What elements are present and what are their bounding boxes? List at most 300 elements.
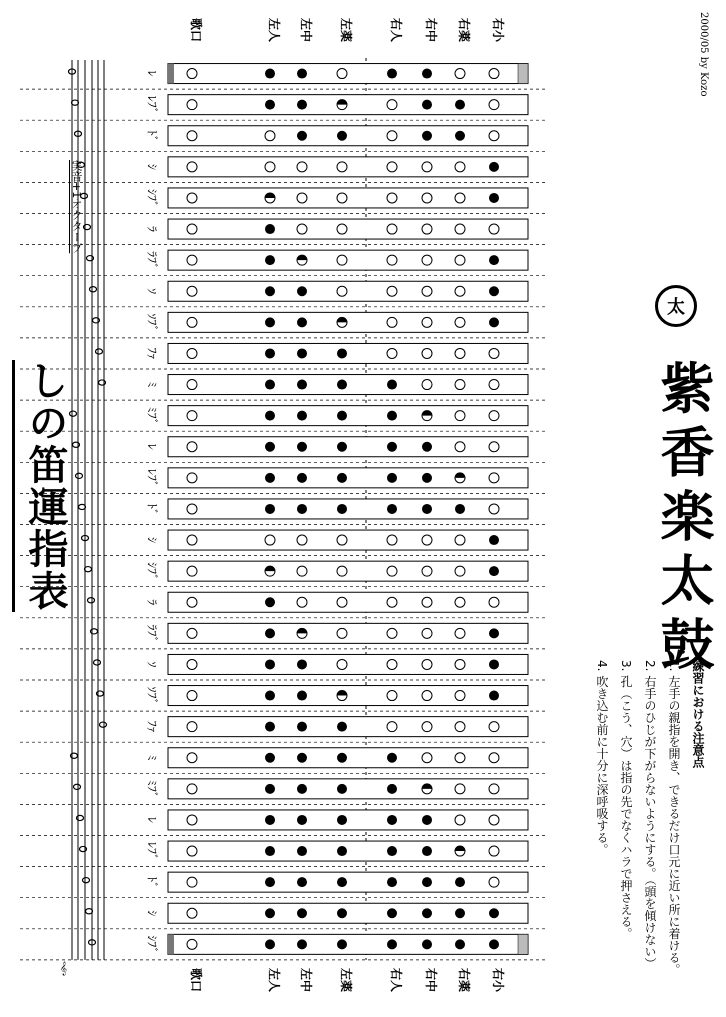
hole-open-icon xyxy=(187,69,197,79)
flute-tube xyxy=(168,437,528,457)
note-head-icon xyxy=(96,349,103,354)
hole-closed-icon xyxy=(297,659,307,669)
flute-tube xyxy=(168,717,528,737)
hole-open-icon xyxy=(265,131,275,141)
hole-open-icon xyxy=(489,846,499,856)
hole-closed-icon xyxy=(337,722,347,732)
hole-closed-icon xyxy=(265,442,275,452)
hole-open-icon xyxy=(455,286,465,296)
hole-open-icon xyxy=(387,348,397,358)
hole-closed-icon xyxy=(422,442,432,452)
hole-closed-icon xyxy=(265,286,275,296)
note-name: ﾄﾞ xyxy=(145,876,159,889)
flute-tube xyxy=(168,126,528,146)
hole-closed-icon xyxy=(387,69,397,79)
hole-open-icon xyxy=(489,504,499,514)
hole-label: 左中 xyxy=(299,967,313,993)
hole-closed-icon xyxy=(387,504,397,514)
hole-open-icon xyxy=(489,753,499,763)
hole-closed-icon xyxy=(455,100,465,110)
hole-closed-icon xyxy=(265,473,275,483)
flute-tube xyxy=(168,343,528,363)
hole-closed-icon xyxy=(265,411,275,421)
hole-open-icon xyxy=(422,380,432,390)
hole-closed-icon xyxy=(265,722,275,732)
hole-open-icon xyxy=(489,380,499,390)
hole-closed-icon xyxy=(337,908,347,918)
hole-open-icon xyxy=(337,535,347,545)
hole-open-icon xyxy=(187,504,197,514)
note-head-icon xyxy=(86,909,93,914)
note-head-icon xyxy=(70,411,77,416)
hole-closed-icon xyxy=(489,162,499,172)
hole-open-icon xyxy=(455,162,465,172)
hole-label: 右小 xyxy=(491,967,505,993)
note-head-icon xyxy=(100,722,107,727)
hole-open-icon xyxy=(455,193,465,203)
hole-open-icon xyxy=(187,131,197,141)
hole-open-icon xyxy=(455,255,465,265)
hole-closed-icon xyxy=(265,348,275,358)
treble-clef-icon: 𝄞 xyxy=(60,960,68,975)
hole-label: 右薬 xyxy=(457,17,471,43)
note-name: ﾚ xyxy=(145,70,159,77)
hole-open-icon xyxy=(337,659,347,669)
hole-open-icon xyxy=(387,100,397,110)
hole-closed-icon xyxy=(297,815,307,825)
hole-label: 左人 xyxy=(267,17,281,43)
flute-tube xyxy=(168,686,528,706)
hole-open-icon xyxy=(489,784,499,794)
tube-end-cap xyxy=(518,64,528,84)
flute-tube xyxy=(168,841,528,861)
flute-tube xyxy=(168,934,528,954)
hole-open-icon xyxy=(455,691,465,701)
flute-tube xyxy=(168,95,528,115)
hole-closed-icon xyxy=(297,939,307,949)
hole-closed-icon xyxy=(265,317,275,327)
hole-closed-icon xyxy=(297,286,307,296)
hole-closed-icon xyxy=(337,473,347,483)
hole-closed-icon xyxy=(265,784,275,794)
hole-open-icon xyxy=(489,473,499,483)
note-name: ﾄﾞ xyxy=(145,502,159,515)
hole-open-icon xyxy=(187,100,197,110)
note-name: ﾚ xyxy=(145,443,159,450)
flute-tube xyxy=(168,64,528,84)
hole-closed-icon xyxy=(387,473,397,483)
octave-note: 実音+1オクターブ xyxy=(70,160,83,254)
note-name: ﾚﾌﾞ xyxy=(145,95,159,114)
hole-open-icon xyxy=(387,255,397,265)
hole-label: 右人 xyxy=(389,967,403,993)
hole-open-icon xyxy=(489,69,499,79)
hole-closed-icon xyxy=(265,628,275,638)
hole-closed-icon xyxy=(337,784,347,794)
hole-open-icon xyxy=(455,597,465,607)
hole-closed-icon xyxy=(489,255,499,265)
hole-closed-icon xyxy=(265,908,275,918)
hole-open-icon xyxy=(455,224,465,234)
hole-open-icon xyxy=(297,193,307,203)
hole-closed-icon xyxy=(422,815,432,825)
note-item: 2. 右手のひじが下がらないようにする。（頭を傾けない） xyxy=(643,660,657,970)
page-title: しの笛運指表 xyxy=(12,360,74,612)
hole-open-icon xyxy=(422,628,432,638)
hole-closed-icon xyxy=(489,659,499,669)
flute-tube xyxy=(168,499,528,519)
hole-closed-icon xyxy=(387,815,397,825)
hole-closed-icon xyxy=(265,815,275,825)
hole-closed-icon xyxy=(422,473,432,483)
hole-open-icon xyxy=(187,348,197,358)
hole-open-icon xyxy=(387,597,397,607)
hole-open-icon xyxy=(422,286,432,296)
flute-tube xyxy=(168,219,528,239)
hole-closed-icon xyxy=(265,659,275,669)
flute-tube xyxy=(168,561,528,581)
hole-open-icon xyxy=(187,380,197,390)
hole-label: 左薬 xyxy=(339,967,353,993)
hole-open-icon xyxy=(422,722,432,732)
hole-open-icon xyxy=(187,255,197,265)
hole-open-icon xyxy=(422,597,432,607)
hole-closed-icon xyxy=(422,100,432,110)
note-item: 3. 孔（こう、穴）は指の先でなくハラで押さえる。 xyxy=(619,660,633,940)
brand-name: 紫香楽太鼓 xyxy=(652,360,715,680)
note-name: ｼﾌﾞ xyxy=(145,935,159,954)
note-head-icon xyxy=(76,473,83,478)
hole-open-icon xyxy=(187,939,197,949)
hole-open-icon xyxy=(297,597,307,607)
hole-open-icon xyxy=(387,317,397,327)
hole-open-icon xyxy=(187,224,197,234)
hole-closed-icon xyxy=(265,877,275,887)
hole-closed-icon xyxy=(265,939,275,949)
hole-closed-icon xyxy=(337,442,347,452)
hole-open-icon xyxy=(187,162,197,172)
hole-open-icon xyxy=(297,566,307,576)
flute-tube xyxy=(168,592,528,612)
hole-open-icon xyxy=(455,784,465,794)
note-name: ﾄﾞ xyxy=(145,129,159,142)
hole-open-icon xyxy=(187,815,197,825)
hole-open-icon xyxy=(387,628,397,638)
hole-open-icon xyxy=(455,69,465,79)
flute-tube xyxy=(168,903,528,923)
hole-closed-icon xyxy=(455,131,465,141)
hole-closed-icon xyxy=(337,348,347,358)
hole-closed-icon xyxy=(489,691,499,701)
hole-open-icon xyxy=(187,535,197,545)
hole-open-icon xyxy=(387,131,397,141)
hole-open-icon xyxy=(387,659,397,669)
hole-open-icon xyxy=(265,535,275,545)
hole-closed-icon xyxy=(265,380,275,390)
hole-closed-icon xyxy=(297,380,307,390)
note-head-icon xyxy=(94,660,101,665)
hole-open-icon xyxy=(387,691,397,701)
hole-open-icon xyxy=(387,566,397,576)
note-head-icon xyxy=(90,287,97,292)
hole-closed-icon xyxy=(489,193,499,203)
hole-open-icon xyxy=(187,659,197,669)
hole-closed-icon xyxy=(337,815,347,825)
hole-label: 左中 xyxy=(299,17,313,43)
hole-open-icon xyxy=(455,317,465,327)
hole-label: 歌口 xyxy=(189,17,203,43)
hole-open-icon xyxy=(187,877,197,887)
hole-closed-icon xyxy=(387,380,397,390)
note-name: ﾐ xyxy=(145,381,159,388)
note-head-icon xyxy=(88,598,95,603)
hole-open-icon xyxy=(337,224,347,234)
hole-open-icon xyxy=(489,597,499,607)
note-name: ﾐﾌﾞ xyxy=(145,779,159,798)
hole-closed-icon xyxy=(422,69,432,79)
note-name: ｼ xyxy=(145,910,159,917)
hole-closed-icon xyxy=(265,597,275,607)
hole-open-icon xyxy=(455,815,465,825)
hole-open-icon xyxy=(337,628,347,638)
hole-open-icon xyxy=(387,162,397,172)
hole-closed-icon xyxy=(297,691,307,701)
hole-open-icon xyxy=(187,846,197,856)
flute-tube xyxy=(168,281,528,301)
credit: 2000/05 by Kozo xyxy=(698,12,709,97)
flute-tube xyxy=(168,530,528,550)
hole-closed-icon xyxy=(297,722,307,732)
hole-open-icon xyxy=(187,722,197,732)
hole-closed-icon xyxy=(387,753,397,763)
note-head-icon xyxy=(72,100,79,105)
hole-open-icon xyxy=(455,753,465,763)
hole-closed-icon xyxy=(422,908,432,918)
hole-closed-icon xyxy=(387,784,397,794)
hole-open-icon xyxy=(187,473,197,483)
hole-open-icon xyxy=(337,286,347,296)
hole-open-icon xyxy=(422,317,432,327)
note-name: ﾌｧ xyxy=(145,347,159,360)
hole-open-icon xyxy=(187,442,197,452)
note-name: ｼ xyxy=(145,163,159,170)
note-name: ﾌｧ xyxy=(145,720,159,733)
tube-end-cap xyxy=(168,934,174,954)
hole-open-icon xyxy=(489,100,499,110)
hole-open-icon xyxy=(187,908,197,918)
tube-end-cap xyxy=(518,934,528,954)
hole-open-icon xyxy=(187,193,197,203)
hole-closed-icon xyxy=(337,846,347,856)
hole-closed-icon xyxy=(455,504,465,514)
hole-closed-icon xyxy=(422,939,432,949)
hole-closed-icon xyxy=(337,380,347,390)
hole-closed-icon xyxy=(489,628,499,638)
hole-open-icon xyxy=(187,597,197,607)
hole-open-icon xyxy=(422,535,432,545)
hole-open-icon xyxy=(187,317,197,327)
hole-open-icon xyxy=(455,348,465,358)
hole-open-icon xyxy=(489,131,499,141)
hole-open-icon xyxy=(489,224,499,234)
hole-closed-icon xyxy=(297,131,307,141)
hole-open-icon xyxy=(455,722,465,732)
hole-open-icon xyxy=(422,193,432,203)
note-name: ﾚﾌﾞ xyxy=(145,842,159,861)
hole-closed-icon xyxy=(387,908,397,918)
hole-open-icon xyxy=(422,691,432,701)
hole-open-icon xyxy=(455,659,465,669)
hole-closed-icon xyxy=(265,753,275,763)
hole-closed-icon xyxy=(337,877,347,887)
hole-closed-icon xyxy=(265,504,275,514)
hole-closed-icon xyxy=(422,877,432,887)
hole-closed-icon xyxy=(337,753,347,763)
hole-closed-icon xyxy=(455,877,465,887)
flute-tube xyxy=(168,623,528,643)
hole-closed-icon xyxy=(489,317,499,327)
hole-closed-icon xyxy=(422,846,432,856)
hole-open-icon xyxy=(187,691,197,701)
note-name: ﾗ xyxy=(145,226,159,233)
hole-label: 右中 xyxy=(424,967,438,993)
hole-closed-icon xyxy=(265,255,275,265)
hole-open-icon xyxy=(455,380,465,390)
note-name: ｿﾌﾞ xyxy=(145,313,159,332)
hole-open-icon xyxy=(187,753,197,763)
hole-open-icon xyxy=(187,566,197,576)
hole-label: 右人 xyxy=(389,17,403,43)
hole-open-icon xyxy=(337,162,347,172)
note-name: ｼﾌﾞ xyxy=(145,562,159,581)
hole-label: 歌口 xyxy=(189,967,203,993)
flute-tube xyxy=(168,468,528,488)
hole-open-icon xyxy=(422,348,432,358)
hole-open-icon xyxy=(489,722,499,732)
flute-tube xyxy=(168,748,528,768)
hole-open-icon xyxy=(387,193,397,203)
hole-closed-icon xyxy=(297,348,307,358)
hole-open-icon xyxy=(297,162,307,172)
note-name: ﾗﾌﾞ xyxy=(145,251,159,270)
hole-closed-icon xyxy=(489,535,499,545)
hole-open-icon xyxy=(422,224,432,234)
hole-closed-icon xyxy=(297,877,307,887)
note-item: 4. 吹き込む前に十分に深呼吸する。 xyxy=(595,660,609,856)
flute-tube xyxy=(168,188,528,208)
hole-closed-icon xyxy=(297,473,307,483)
note-name: ｼ xyxy=(145,537,159,544)
hole-open-icon xyxy=(489,442,499,452)
hole-closed-icon xyxy=(337,504,347,514)
hole-open-icon xyxy=(489,877,499,887)
hole-open-icon xyxy=(455,628,465,638)
hole-closed-icon xyxy=(297,100,307,110)
flute-tube xyxy=(168,312,528,332)
hole-open-icon xyxy=(337,597,347,607)
hole-label: 右薬 xyxy=(457,967,471,993)
hole-closed-icon xyxy=(297,784,307,794)
hole-open-icon xyxy=(187,286,197,296)
hole-closed-icon xyxy=(387,939,397,949)
hole-closed-icon xyxy=(297,504,307,514)
hole-open-icon xyxy=(455,535,465,545)
hole-closed-icon xyxy=(265,100,275,110)
hole-closed-icon xyxy=(387,846,397,856)
hole-open-icon xyxy=(422,753,432,763)
note-head-icon xyxy=(81,193,88,198)
hole-open-icon xyxy=(297,224,307,234)
hole-closed-icon xyxy=(265,846,275,856)
hole-closed-icon xyxy=(489,939,499,949)
hole-open-icon xyxy=(489,348,499,358)
hole-open-icon xyxy=(337,69,347,79)
brand-stamp-icon: 太 xyxy=(655,285,697,327)
hole-open-icon xyxy=(489,815,499,825)
note-head-icon xyxy=(83,878,90,883)
hole-open-icon xyxy=(387,286,397,296)
hole-open-icon xyxy=(455,411,465,421)
note-name: ｿ xyxy=(145,661,159,668)
hole-closed-icon xyxy=(455,908,465,918)
note-head-icon xyxy=(79,504,86,509)
hole-closed-icon xyxy=(297,317,307,327)
hole-closed-icon xyxy=(387,411,397,421)
hole-closed-icon xyxy=(337,131,347,141)
flute-tube xyxy=(168,779,528,799)
flute-tube xyxy=(168,375,528,395)
hole-open-icon xyxy=(422,162,432,172)
note-name: ﾚﾌﾞ xyxy=(145,468,159,487)
flute-tube xyxy=(168,872,528,892)
hole-label: 左人 xyxy=(267,967,281,993)
hole-closed-icon xyxy=(297,908,307,918)
hole-closed-icon xyxy=(422,504,432,514)
hole-open-icon xyxy=(297,535,307,545)
note-head-icon xyxy=(78,162,85,167)
note-name: ｼﾌﾞ xyxy=(145,188,159,207)
note-name: ﾚ xyxy=(145,816,159,823)
hole-closed-icon xyxy=(337,939,347,949)
hole-open-icon xyxy=(337,566,347,576)
hole-label: 右中 xyxy=(424,17,438,43)
hole-closed-icon xyxy=(297,69,307,79)
notes-title: 練習における注意点 xyxy=(691,660,705,768)
hole-open-icon xyxy=(489,411,499,421)
note-name: ｿﾌﾞ xyxy=(145,686,159,705)
hole-closed-icon xyxy=(297,411,307,421)
flute-tube xyxy=(168,157,528,177)
note-name: ｿ xyxy=(145,288,159,295)
hole-closed-icon xyxy=(489,286,499,296)
flute-tube xyxy=(168,654,528,674)
hole-open-icon xyxy=(337,193,347,203)
hole-open-icon xyxy=(187,411,197,421)
hole-closed-icon xyxy=(422,131,432,141)
note-name: ﾗﾌﾞ xyxy=(145,624,159,643)
hole-closed-icon xyxy=(489,566,499,576)
note-head-icon xyxy=(74,784,81,789)
hole-label: 右小 xyxy=(491,17,505,43)
flute-tube xyxy=(168,810,528,830)
hole-open-icon xyxy=(337,255,347,265)
note-name: ﾐ xyxy=(145,754,159,761)
note-name: ﾐﾌﾞ xyxy=(145,406,159,425)
hole-open-icon xyxy=(422,255,432,265)
hole-closed-icon xyxy=(265,224,275,234)
hole-open-icon xyxy=(387,535,397,545)
hole-open-icon xyxy=(422,566,432,576)
